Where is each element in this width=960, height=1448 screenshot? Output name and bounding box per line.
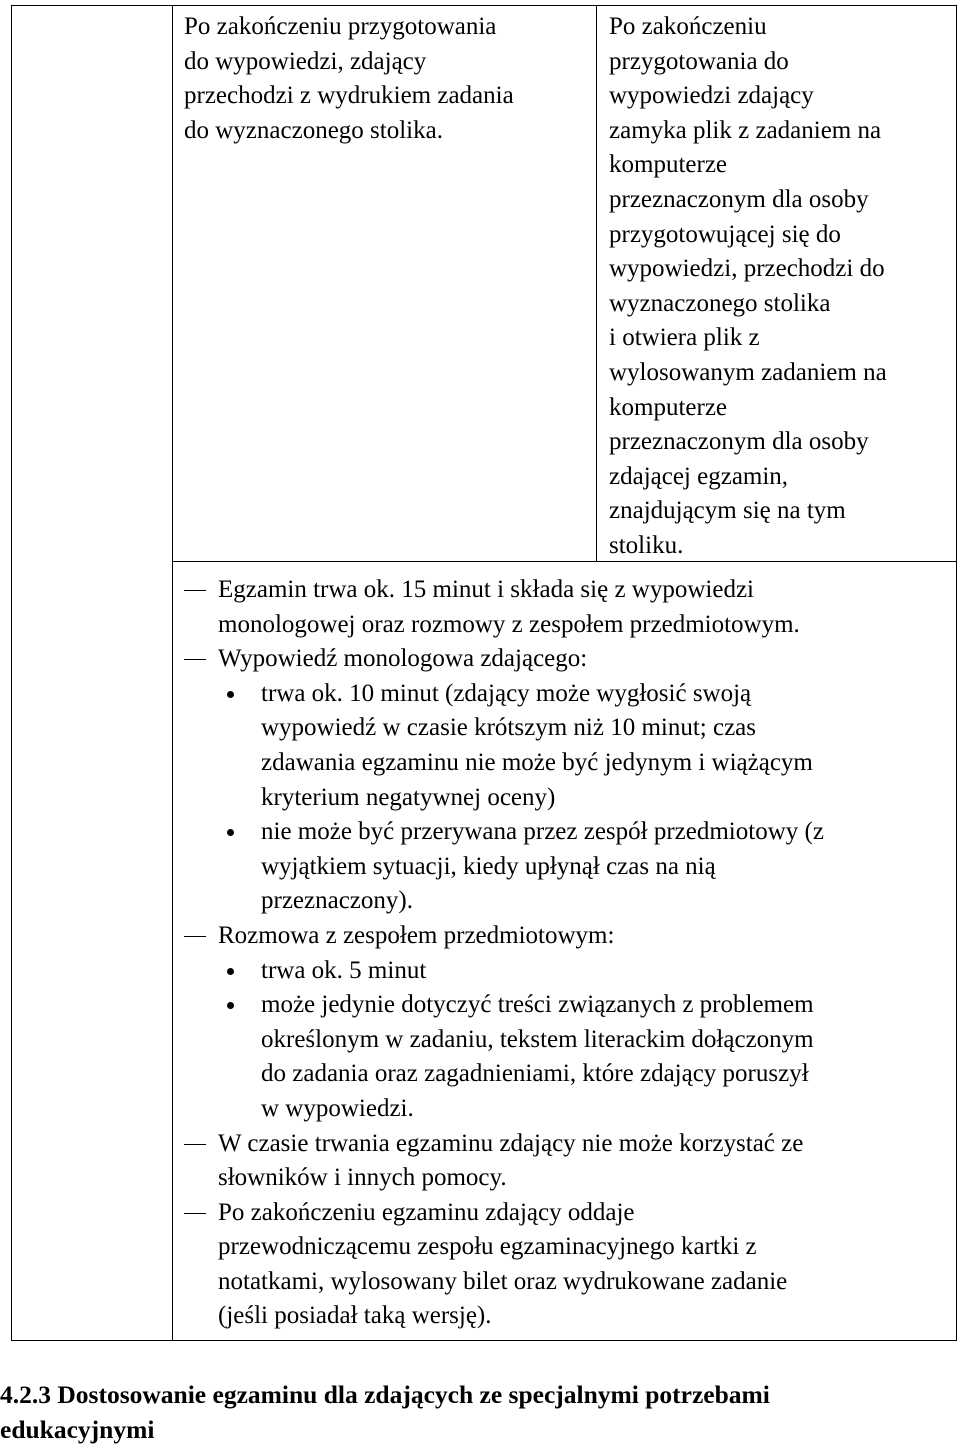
dash-marker — [184, 936, 206, 937]
dash-marker — [184, 590, 206, 591]
exam-procedure-list — [184, 573, 954, 1334]
bullet-dot-icon — [227, 1002, 234, 1009]
dash-item-text: Po zakończeniu egzaminu zdający oddaje przewodniczącemu zespołu egzaminacyjnego kartki z notatkami, wylosowany bilet oraz wydrukowane zadanie (jeśli posiadał taką wersję). — [218, 1198, 788, 1330]
cell-computer-version: Po zakończeniu przygotowania do wypowiedzi zdający zamyka plik z zadaniem na komputerze przeznaczonym dla osoby przygotowującej się do wypowiedzi, przechodzi do wyznaczonego stolika i otwiera plik z wylosowanym zadaniem na komputerze przeznaczonym dla osoby zdającej egzamin, znajdującym się na tym stoliku. — [609, 13, 887, 559]
section-heading: 4.2.3 Dostosowanie egzaminu dla zdających ze specjalnymi potrzebami edukacyjnymi — [0, 1380, 770, 1444]
dash-list-item — [184, 1127, 954, 1196]
dash-item-text: Egzamin trwa ok. 15 minut i składa się z wypowiedzi monologowej oraz rozmowy z zespołem przedmiotowym. — [218, 576, 800, 638]
dash-list-item — [184, 919, 954, 954]
cell-printed-version: Po zakończeniu przygotowania do wypowiedzi, zdający przechodzi z wydrukiem zadania do wyznaczonego stolika. — [184, 13, 514, 144]
bullet-list-item — [184, 815, 954, 919]
table-column-divider-2 — [596, 5, 597, 562]
dash-item-text: Rozmowa z zespołem przedmiotowym: — [218, 921, 615, 949]
dash-marker — [184, 1213, 206, 1214]
bullet-dot-icon — [227, 691, 234, 698]
bullet-list-item — [184, 954, 954, 989]
dash-list-item — [184, 642, 954, 677]
dash-item-text: Wypowiedź monologowa zdającego: — [218, 645, 588, 673]
bullet-item-text: trwa ok. 10 minut (zdający może wygłosić swoją wypowiedź w czasie krótszym niż 10 minut; czas zdawania egzaminu nie może być jedynym i wiążącym kryterium negatywnej oceny) — [261, 679, 813, 811]
bullet-list-item — [184, 677, 954, 815]
bullet-item-text: może jedynie dotyczyć treści związanych z problemem określonym w zadaniu, tekstem literackim dołączonym do zadania oraz zagadnieniami, które zdający poruszył w wypowiedzi. — [261, 991, 814, 1122]
dash-list-item — [184, 573, 954, 642]
table-column-divider-1 — [172, 5, 173, 1341]
dash-list-item — [184, 1196, 954, 1334]
dash-item-text: W czasie trwania egzaminu zdający nie może korzystać ze słowników i innych pomocy. — [218, 1129, 804, 1192]
dash-marker — [184, 1144, 206, 1145]
bullet-item-text: trwa ok. 5 minut — [261, 956, 427, 984]
dash-marker — [184, 659, 206, 660]
bullet-item-text: nie może być przerywana przez zespół przedmiotowy (z wyjątkiem sytuacji, kiedy upłynął czas na nią przeznaczony). — [261, 818, 824, 915]
bullet-dot-icon — [227, 829, 234, 836]
bullet-list-item — [184, 988, 954, 1126]
bullet-dot-icon — [227, 968, 234, 975]
